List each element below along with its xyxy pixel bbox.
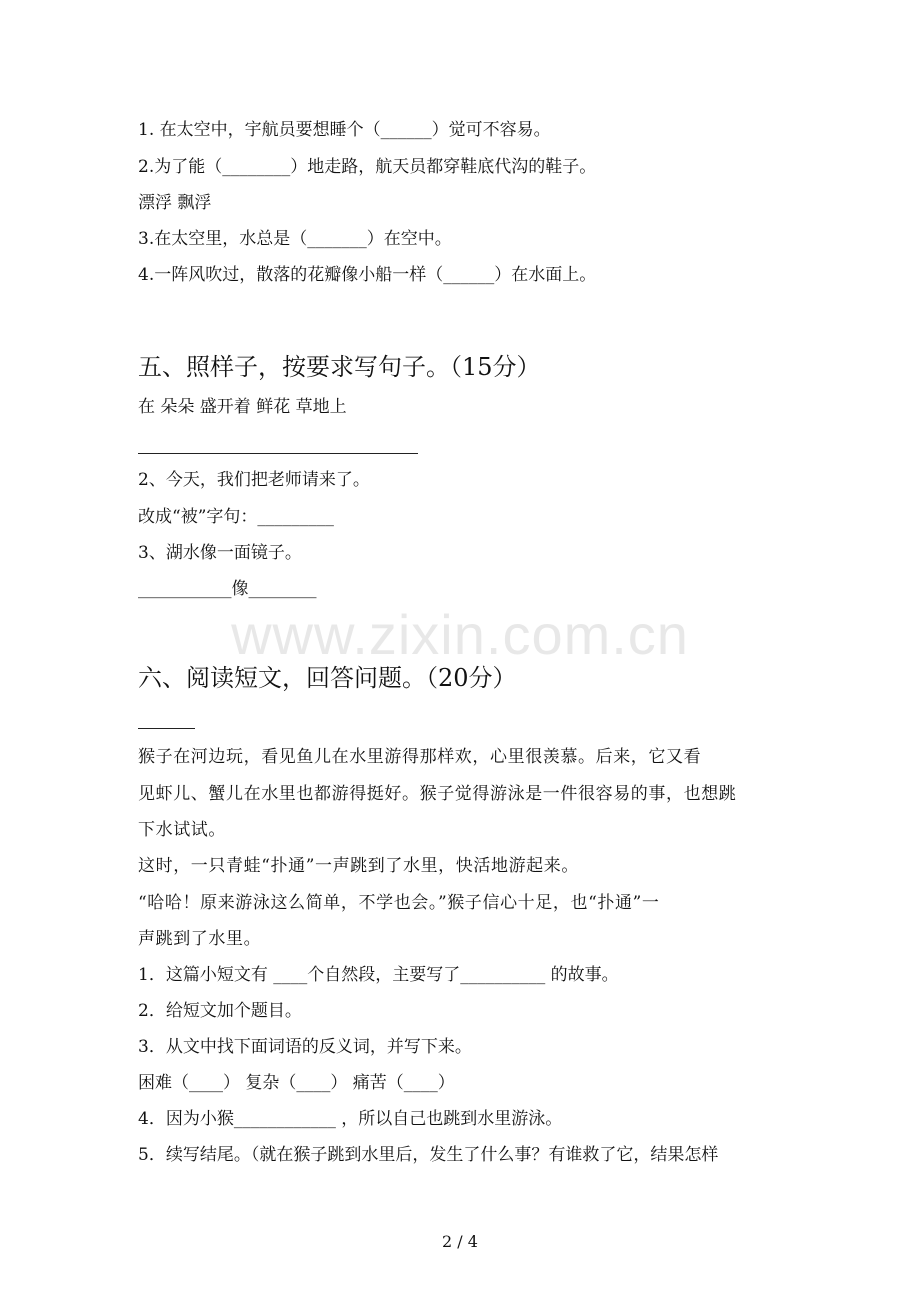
word-choices: 漂浮 飘浮 [138,193,212,213]
fill-question-3: 3.在太空里，水总是（_______）在空中。 [138,229,452,249]
passage-line: 下水试试。 [138,820,226,840]
passage-line: “哈哈！原来游泳这么简单，不学也会。”猴子信心十足，也“扑通”一 [138,893,660,913]
fill-question-2: 2.为了能（________）地走路，航天员都穿鞋底代沟的鞋子。 [138,157,597,177]
section-5-item-3-answer: ___________像________ [138,579,317,599]
watermark: www.zixin.com.cn [231,603,689,666]
reading-question-5: 5．续写结尾。（就在猴子跳到水里后，发生了什么事？有谁救了它，结果怎样 [138,1145,719,1165]
passage-line: 声跳到了水里。 [138,929,262,949]
fill-question-1: 1. 在太空中，宇航员要想睡个（______）觉可不容易。 [138,120,551,140]
passage-line: 这时，一只青蛙“扑通”一声跳到了水里，快活地游起来。 [138,856,579,876]
title-answer-line [138,728,195,729]
reading-question-1: 1．这篇小短文有 ____个自然段，主要写了__________ 的故事。 [138,965,619,985]
section-6-title: 六、阅读短文，回答问题。（20分） [138,664,517,692]
section-5-item-3: 3、湖水像一面镜子。 [138,543,302,563]
passage-line: 见虾儿、蟹儿在水里也都游得挺好。猴子觉得游泳是一件很容易的事，也想跳 [138,784,737,804]
fill-question-4: 4.一阵风吹过，散落的花瓣像小船一样（______）在水面上。 [138,265,597,285]
section-5-title: 五、照样子，按要求写句子。（15分） [138,353,541,381]
reading-question-2: 2．给短文加个题目。 [138,1001,302,1021]
reading-question-4: 4．因为小猴____________ ，所以自己也跳到水里游泳。 [138,1109,563,1129]
antonym-blanks: 困难（____） 复杂（____） 痛苦（____） [138,1073,455,1093]
passage-line: 猴子在河边玩，看见鱼儿在水里游得那样欢，心里很羡慕。后来，它又看 [138,747,702,767]
reading-question-3: 3．从文中找下面词语的反义词，并写下来。 [138,1037,472,1057]
section-5-item-2-prompt: 改成“被”字句：_________ [138,507,334,527]
answer-line [138,453,418,454]
page-number: 2 / 4 [442,1232,478,1251]
section-5-word-list: 在 朵朵 盛开着 鲜花 草地上 [138,397,347,417]
section-5-item-2: 2、今天，我们把老师请来了。 [138,470,370,490]
